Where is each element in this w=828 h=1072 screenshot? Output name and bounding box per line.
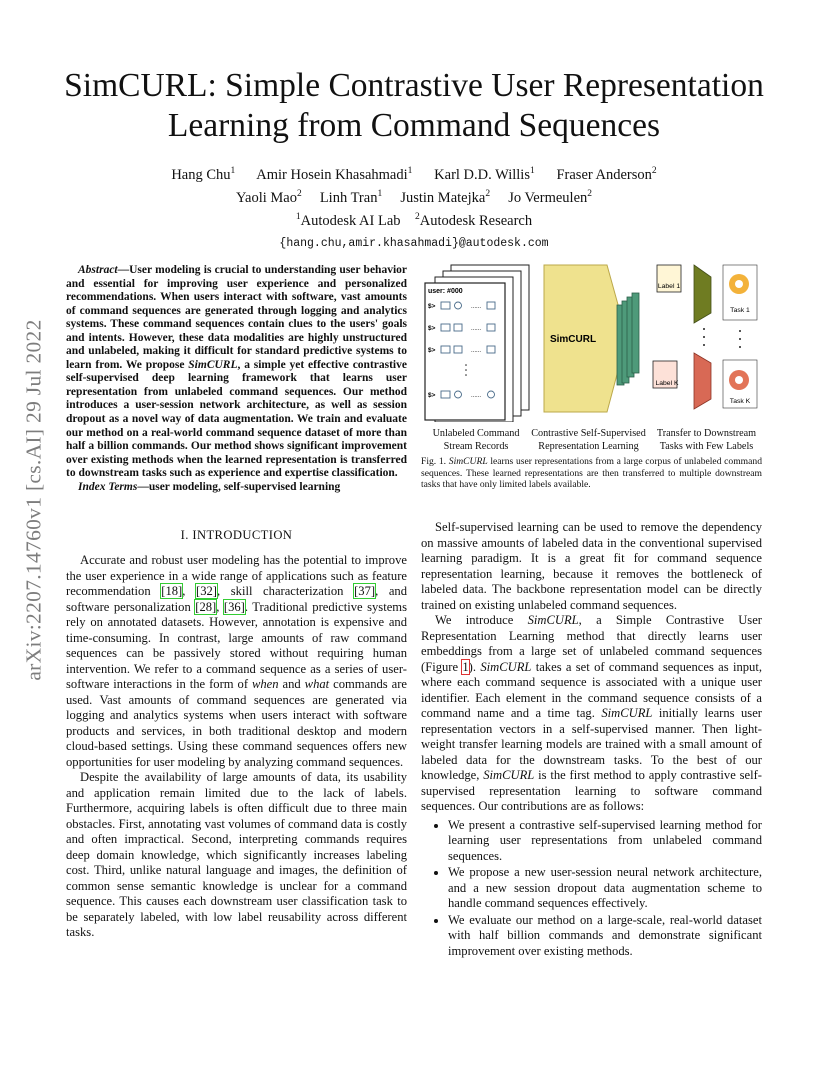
svg-text:Label 1: Label 1 — [657, 283, 681, 290]
affiliations: $^1$Autodesk AI Lab $^2$Autodesk Research — [295, 211, 533, 229]
citation-28[interactable]: [28] — [195, 599, 217, 614]
list-item: • We propose a new user-session neural network architecture, and a new session dropout data augmentation scheme to handle command sequences effectively. — [448, 865, 762, 912]
svg-text:......: ...... — [471, 326, 482, 332]
figure-1-diagram — [421, 257, 762, 422]
svg-text:......: ...... — [471, 348, 482, 354]
citation-18[interactable]: [18] — [161, 584, 183, 598]
section-heading-introduction: I. INTRODUCTION — [180, 528, 293, 542]
command-record-stack — [425, 265, 529, 422]
svg-text:$>: $> — [428, 392, 436, 399]
intro-left-column: Accurate and robust user modeling has the potential to improve the user experience in a wide range of applications such as feature recommendation [18], [32], skill characterization [37], and software personalization [28], [36]. Traditional predictive systems rely on annotated datasets. However, annotation is expensive and time-consuming. In contrast, large amounts of raw command sequences can be passively stored without requiring human intervention. We refer to a command sequence as a series of user-software interactions in the form of when and what commands are used. Vast amounts of command sequences are generated via logging and analytics systems when users interact with software products and services, in both traditional desktop and modern cloud-based settings. Using these command sequences offers new opportunities for user modeling by analyzing command sequences. Despite the availability of large amounts of data, its usability and application remain limited due to the lack of labels. Furthermore, acquiring labels is often difficult due to three main obstacles. First, annotating vast volumes of command data is costly and often impractical. Second, interpreting commands requires deep domain knowledge, which significantly increases labeling cost. Third, unlike natural language and images, the definition of common sense semantic knowledge is unclear for a command sequence. This causes each downstream user classification task to be separately labeled, with low label reusability across different tasks. — [66, 553, 408, 939]
list-item: • We evaluate our method on a large-scale, real-world dataset with half billion commands and demonstrate significant improvement over existing methods. — [448, 913, 762, 960]
list-item: • We present a contrastive self-supervised learning method for learning user representations from unlabeled command sequences. — [448, 818, 762, 865]
svg-text:$>: $> — [428, 347, 436, 354]
author-block — [60, 162, 768, 253]
abstract-label: Abstract — [78, 264, 118, 276]
svg-text:SimCURL: SimCURL — [549, 334, 597, 345]
authors-line-2: Yaoli Mao$^2$ Linh Tran$^1$ Justin Matejka$^2$ Jo Vermeulen$^2$ — [235, 188, 593, 206]
feature-vectors — [617, 293, 639, 385]
figure-1-link[interactable]: 1 — [462, 659, 469, 674]
svg-text:user: #000: user: #000 — [428, 288, 463, 295]
arxiv-identifier: arXiv:2207.14760v1 [cs.AI] 29 Jul 2022 — [21, 319, 46, 681]
paper-title: SimCURL: Simple Contrastive User Representation Learning from Command Sequences — [64, 67, 764, 144]
svg-text:Task 1: Task 1 — [730, 307, 750, 314]
svg-text:Task K: Task K — [729, 398, 751, 405]
author-email: {hang.chu,amir.khasahmadi}@autodesk.com — [279, 237, 549, 251]
citation-32[interactable]: [32] — [196, 584, 217, 598]
svg-text:Label K: Label K — [655, 380, 679, 387]
svg-text:$>: $> — [428, 303, 436, 310]
intro-right-column: Self-supervised learning can be used to remove the dependency on massive amounts of labeled data in the conventional supervised learning paradigm. It is a great fit for command sequence representation learning, because it removes the bottleneck of labeled data. The backbone representation model can be directly trained on existing unlabeled command sequences. We introduce SimCURL, a Simple Contrastive User Representation Learning method that directly learns user embeddings from a large set of unlabeled command sequences (Figure 1). SimCURL takes a set of command sequences as input, where each command sequence is associated with a unique user identifier. Each element in the command sequence consists of a command name and a time tag. SimCURL initially learns user representation vectors in a self-supervised manner. Then light-weight transfer learning models are trained with a small amount of labeled data for the downstream tasks. To the best of our knowledge, SimCURL is the first method to apply contrastive self-supervised representation learning to software command sequences. Our contributions are as follows: • We present a contrastive self-supervised learning method for learning user representations from unlabeled command sequences. • We propose a new user-session neural network architecture, and a new session dropout data augmentation scheme to handle command sequences effectively. • We evaluate our method on a large-scale, real-world dataset with half billion commands and demonstrate significant improvement over existing methods. — [421, 520, 762, 960]
svg-text:......: ...... — [471, 393, 482, 399]
svg-text:$>: $> — [428, 325, 436, 332]
index-terms: Index Terms—user modeling, self-supervised learning — [78, 480, 341, 493]
abstract: Abstract—User modeling is crucial to understanding user behavior and essential for improving user experience and personalized recommendations. When users interact with software, vast amounts of command sequences are generated through logging and analytics systems. These command sequences contain clues to the users' goals and intents. However, these data modalities are highly unstructured and unlabeled, making it difficult for standard predictive systems to learn from. We propose SimCURL, a simple yet effective contrastive self-supervised deep learning framework that learns user representation from unlabeled command sequences. Our method introduces a user-session network architecture, as well as session dropout as a novel way of data augmentation. We train and evaluate our method on a real-world command sequence dataset of more than half a billion commands. Our method shows significant improvement over existing methods when the learned representation is transferred to downstream tasks such as experience and expertise classification. Index Terms—user modeling, self-supervised learning — [66, 264, 407, 493]
contributions-list — [421, 818, 762, 960]
authors-line-1: Hang Chu$^1$ Amir Hosein Khasahmadi$^1$ Karl D.D. Willis$^1$ Fraser Anderson$^2$ — [171, 166, 657, 183]
citation-37[interactable]: [37] — [354, 584, 376, 598]
citation-36[interactable]: [36] — [223, 599, 245, 614]
svg-text:......: ...... — [471, 304, 482, 310]
figure-1-caption: Fig. 1. SimCURL learns user representations from a large corpus of unlabeled command sequences. These learned representations are then transferred to multiple downstream tasks that have only limited labels available. — [421, 456, 762, 491]
